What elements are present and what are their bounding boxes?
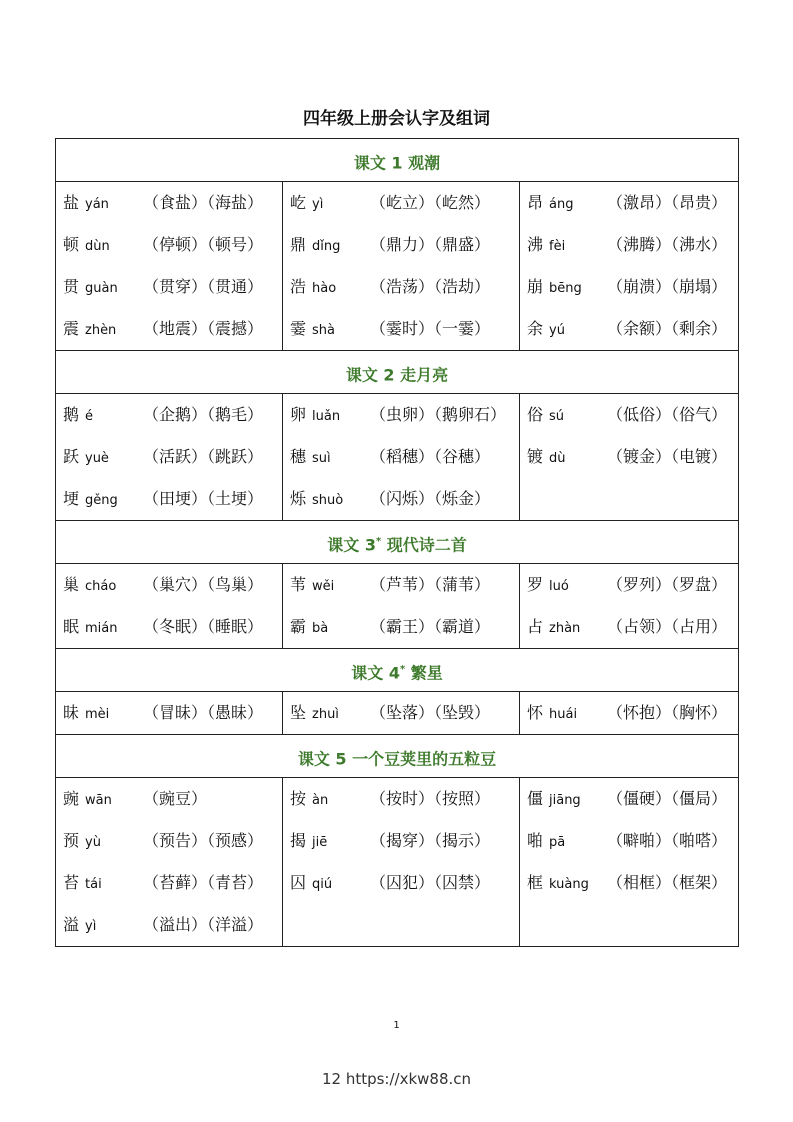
pinyin: yì bbox=[312, 197, 324, 212]
pinyin: jiāng bbox=[549, 793, 581, 808]
word-combinations: （霸王）（霸道） bbox=[370, 617, 491, 636]
word-entry bbox=[527, 606, 738, 648]
lesson-body bbox=[56, 778, 738, 946]
pinyin: yuè bbox=[85, 451, 109, 466]
pinyin: yì bbox=[85, 919, 97, 934]
character: 霎 bbox=[290, 319, 307, 338]
word-combinations: （苔藓）（青苔） bbox=[143, 873, 264, 892]
lesson-label: 课文 bbox=[351, 663, 384, 683]
word-entry bbox=[290, 820, 519, 862]
word-column bbox=[282, 778, 519, 946]
word-combinations: （屹立）（屹然） bbox=[370, 193, 491, 212]
lesson-name: 现代诗二首 bbox=[386, 535, 467, 555]
word-combinations: （沸腾）（沸水） bbox=[607, 235, 728, 254]
pinyin: dù bbox=[549, 451, 566, 466]
word-entry bbox=[290, 478, 519, 520]
word-combinations: （田埂）（土埂） bbox=[143, 489, 264, 508]
pinyin: bēng bbox=[549, 281, 582, 296]
page-number: 1 bbox=[393, 1020, 400, 1031]
lesson-mark: * bbox=[375, 536, 382, 547]
word-column bbox=[282, 564, 519, 648]
word-entry bbox=[527, 224, 738, 266]
pinyin: huái bbox=[549, 707, 578, 722]
pinyin: wěi bbox=[312, 579, 335, 594]
lesson-label: 课文 bbox=[345, 365, 378, 385]
pinyin: bà bbox=[312, 621, 329, 636]
word-column bbox=[282, 692, 519, 734]
character: 卵 bbox=[290, 405, 307, 424]
lesson-label: 课文 bbox=[353, 153, 386, 173]
lesson-label: 课文 bbox=[327, 535, 360, 555]
character: 占 bbox=[527, 617, 544, 636]
word-entry bbox=[290, 862, 519, 904]
word-combinations: （揭穿）（揭示） bbox=[370, 831, 491, 850]
word-entry bbox=[63, 182, 282, 224]
pinyin: yú bbox=[549, 323, 565, 338]
word-column bbox=[56, 394, 282, 520]
pinyin: áng bbox=[549, 197, 574, 212]
character: 顿 bbox=[63, 235, 80, 254]
word-combinations: （罗列）（罗盘） bbox=[607, 575, 728, 594]
word-combinations: （活跃）（跳跃） bbox=[143, 447, 264, 466]
word-entry bbox=[527, 266, 738, 308]
pinyin: luǎn bbox=[312, 409, 341, 424]
lesson-number: 2 bbox=[383, 365, 395, 385]
character: 囚 bbox=[290, 873, 307, 892]
character: 屹 bbox=[290, 193, 307, 212]
word-combinations: （溢出）（洋溢） bbox=[143, 915, 264, 934]
word-entry bbox=[63, 606, 282, 648]
word-entry bbox=[290, 564, 519, 606]
vocabulary-table bbox=[55, 138, 739, 947]
character: 预 bbox=[63, 831, 80, 850]
character: 盐 bbox=[63, 193, 80, 212]
character: 昂 bbox=[527, 193, 544, 212]
word-combinations: （镀金）（电镀） bbox=[607, 447, 728, 466]
pinyin: zhèn bbox=[85, 323, 117, 338]
lesson-body bbox=[56, 692, 738, 735]
lesson-label: 课文 bbox=[297, 749, 330, 769]
word-entry bbox=[527, 394, 738, 436]
character: 啪 bbox=[527, 831, 544, 850]
word-entry bbox=[63, 308, 282, 350]
word-entry bbox=[63, 564, 282, 606]
word-entry bbox=[63, 904, 282, 946]
word-combinations: （激昂）（昂贵） bbox=[607, 193, 728, 212]
character: 余 bbox=[527, 319, 544, 338]
word-entry bbox=[63, 266, 282, 308]
word-combinations: （稻穗）（谷穗） bbox=[370, 447, 491, 466]
character: 穗 bbox=[290, 447, 307, 466]
pinyin: wān bbox=[85, 793, 112, 808]
word-combinations: （芦苇）（蒲苇） bbox=[370, 575, 491, 594]
lesson-body bbox=[56, 182, 738, 351]
word-entry bbox=[527, 436, 738, 478]
word-combinations: （地震）（震撼） bbox=[143, 319, 264, 338]
page-title: 四年级上册会认字及组词 bbox=[303, 109, 490, 129]
character: 霸 bbox=[290, 617, 307, 636]
word-entry bbox=[63, 436, 282, 478]
word-combinations: （食盐）（海盐） bbox=[143, 193, 264, 212]
word-combinations: （占领）（占用） bbox=[607, 617, 728, 636]
character: 镀 bbox=[527, 447, 544, 466]
character: 豌 bbox=[63, 789, 80, 808]
word-column bbox=[56, 182, 282, 350]
lesson-name: 一个豆荚里的五粒豆 bbox=[352, 749, 497, 769]
pinyin: àn bbox=[312, 793, 329, 808]
lesson-header bbox=[56, 521, 738, 564]
pinyin: fèi bbox=[549, 239, 566, 254]
word-column bbox=[282, 182, 519, 350]
character: 溢 bbox=[63, 915, 80, 934]
word-entry bbox=[527, 564, 738, 606]
lesson-number: 1 bbox=[391, 153, 403, 173]
pinyin: dǐng bbox=[312, 239, 341, 254]
pinyin: cháo bbox=[85, 579, 117, 594]
character: 沸 bbox=[527, 235, 544, 254]
word-column bbox=[519, 182, 738, 350]
word-entry bbox=[290, 436, 519, 478]
character: 昧 bbox=[63, 703, 80, 722]
word-combinations: （冒昧）（愚昧） bbox=[143, 703, 264, 722]
character: 烁 bbox=[290, 489, 307, 508]
pinyin: mèi bbox=[85, 707, 110, 722]
character: 巢 bbox=[63, 575, 80, 594]
character: 埂 bbox=[63, 489, 80, 508]
word-combinations: （停顿）（顿号） bbox=[143, 235, 264, 254]
pinyin: shà bbox=[312, 323, 335, 338]
character: 罗 bbox=[527, 575, 544, 594]
word-entry bbox=[527, 308, 738, 350]
pinyin: hào bbox=[312, 281, 337, 296]
word-column bbox=[56, 564, 282, 648]
word-combinations: （噼啪）（啪嗒） bbox=[607, 831, 728, 850]
word-column bbox=[56, 692, 282, 734]
pinyin: qiú bbox=[312, 877, 333, 892]
pinyin: shuò bbox=[312, 493, 344, 508]
word-entry bbox=[63, 224, 282, 266]
character: 崩 bbox=[527, 277, 544, 296]
word-column bbox=[519, 692, 738, 734]
lesson-number: 4 bbox=[388, 663, 400, 683]
pinyin: gěng bbox=[85, 493, 118, 508]
word-combinations: （怀抱）（胸怀） bbox=[607, 703, 728, 722]
word-combinations: （巢穴）（鸟巢） bbox=[143, 575, 264, 594]
word-combinations: （囚犯）（囚禁） bbox=[370, 873, 491, 892]
word-entry bbox=[63, 478, 282, 520]
character: 苔 bbox=[63, 873, 80, 892]
character: 鼎 bbox=[290, 235, 307, 254]
word-combinations: （霎时）（一霎） bbox=[370, 319, 491, 338]
character: 框 bbox=[527, 873, 544, 892]
word-entry bbox=[290, 224, 519, 266]
word-entry bbox=[290, 606, 519, 648]
word-entry bbox=[63, 692, 282, 734]
character: 揭 bbox=[290, 831, 307, 850]
character: 浩 bbox=[290, 277, 307, 296]
lesson-header bbox=[56, 351, 738, 394]
character: 鹅 bbox=[63, 405, 80, 424]
word-column bbox=[519, 778, 738, 946]
word-entry bbox=[63, 394, 282, 436]
pinyin: yán bbox=[85, 197, 109, 212]
word-column bbox=[519, 564, 738, 648]
word-column bbox=[282, 394, 519, 520]
word-combinations: （余额）（剩余） bbox=[607, 319, 728, 338]
pinyin: mián bbox=[85, 621, 118, 636]
word-entry bbox=[290, 182, 519, 224]
word-entry bbox=[527, 182, 738, 224]
pinyin: é bbox=[85, 409, 93, 424]
word-entry bbox=[63, 778, 282, 820]
pinyin: pā bbox=[549, 835, 566, 850]
character: 眠 bbox=[63, 617, 80, 636]
character: 俗 bbox=[527, 405, 544, 424]
lesson-name: 观潮 bbox=[408, 153, 441, 173]
character: 按 bbox=[290, 789, 307, 808]
word-combinations: （低俗）（俗气） bbox=[607, 405, 728, 424]
word-entry bbox=[290, 394, 519, 436]
character: 跃 bbox=[63, 447, 80, 466]
footer-watermark: 12 https://xkw88.cn bbox=[321, 1070, 472, 1088]
word-entry bbox=[527, 820, 738, 862]
lesson-number: 5 bbox=[335, 749, 347, 769]
word-combinations: （鼎力）（鼎盛） bbox=[370, 235, 491, 254]
lesson-name: 繁星 bbox=[410, 663, 443, 683]
lesson-mark: * bbox=[399, 664, 406, 675]
word-column bbox=[56, 778, 282, 946]
pinyin: yù bbox=[85, 835, 101, 850]
pinyin: dùn bbox=[85, 239, 110, 254]
lesson-body bbox=[56, 564, 738, 649]
pinyin: jiē bbox=[312, 835, 328, 850]
word-combinations: （闪烁）（烁金） bbox=[370, 489, 491, 508]
character: 苇 bbox=[290, 575, 307, 594]
word-entry bbox=[63, 862, 282, 904]
word-entry bbox=[527, 862, 738, 904]
word-combinations: （冬眠）（睡眠） bbox=[143, 617, 264, 636]
word-combinations: （预告）（预感） bbox=[143, 831, 264, 850]
word-combinations: （企鹅）（鹅毛） bbox=[143, 405, 264, 424]
lesson-header bbox=[56, 649, 738, 692]
word-combinations: （虫卵）（鹅卵石） bbox=[370, 405, 507, 424]
word-combinations: （豌豆） bbox=[143, 789, 208, 808]
character: 贯 bbox=[63, 277, 80, 296]
pinyin: zhàn bbox=[549, 621, 581, 636]
word-entry bbox=[63, 820, 282, 862]
pinyin: guàn bbox=[85, 281, 118, 296]
pinyin: zhuì bbox=[312, 707, 339, 722]
word-entry bbox=[527, 778, 738, 820]
word-entry bbox=[527, 692, 738, 734]
word-combinations: （相框）（框架） bbox=[607, 873, 728, 892]
character: 怀 bbox=[527, 703, 544, 722]
word-combinations: （僵硬）（僵局） bbox=[607, 789, 728, 808]
character: 僵 bbox=[527, 789, 544, 808]
pinyin: kuàng bbox=[549, 877, 589, 892]
word-entry bbox=[290, 692, 519, 734]
word-entry bbox=[290, 266, 519, 308]
word-entry bbox=[290, 308, 519, 350]
word-entry bbox=[290, 778, 519, 820]
lesson-header bbox=[56, 139, 738, 182]
lesson-body bbox=[56, 394, 738, 521]
lesson-number: 3 bbox=[364, 535, 376, 555]
lesson-header bbox=[56, 735, 738, 778]
pinyin: luó bbox=[549, 579, 569, 594]
word-combinations: （贯穿）（贯通） bbox=[143, 277, 264, 296]
word-combinations: （崩溃）（崩塌） bbox=[607, 277, 728, 296]
word-combinations: （按时）（按照） bbox=[370, 789, 491, 808]
character: 震 bbox=[63, 319, 80, 338]
word-combinations: （坠落）（坠毁） bbox=[370, 703, 491, 722]
pinyin: suì bbox=[312, 451, 331, 466]
word-combinations: （浩荡）（浩劫） bbox=[370, 277, 491, 296]
lesson-name: 走月亮 bbox=[400, 365, 449, 385]
pinyin: sú bbox=[549, 409, 565, 424]
character: 坠 bbox=[290, 703, 307, 722]
word-column bbox=[519, 394, 738, 520]
pinyin: tái bbox=[85, 877, 102, 892]
